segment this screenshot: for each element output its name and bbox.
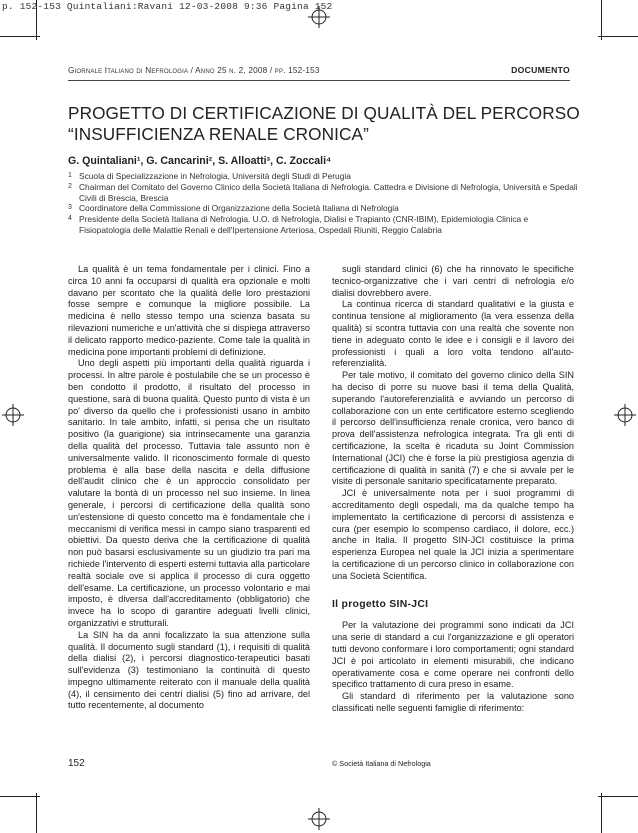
paragraph: La continua ricerca di standard qualitativi e la giusta e continua tensione al miglioramento (la vera essenza della qualità) si scontra tuttavia con una realtà che sovente non tiene in adeguato conto le idee e i consigli e il lavoro dei professionisti i quali a loro volta tendono all'auto-referenzialità.	[332, 299, 574, 369]
paragraph: sugli standard clinici (6) che ha rinnovato le specifiche tecnico-organizzative che i vari centri di nefrologia e/o dialisi dovrebbero avere.	[332, 264, 574, 298]
title-line: PROGETTO DI CERTIFICAZIONE DI QUALITÀ DEL PERCORSO	[68, 103, 580, 123]
copyright-notice: © Società Italiana di Nefrologia	[332, 759, 431, 768]
affiliation-item: 4 Presidente della Società Italiana di Nefrologia. U.O. di Nefrologia, Dialisi e Trapianto (CNR-IBIM), Epidemiologia Clinica e Fisiopatologia delle Malattie Renali e dell'Ipertensione Arteriosa, Ospedali Riuniti, Reggio Calabria	[68, 214, 529, 235]
paragraph: Uno degli aspetti più importanti della qualità riguarda i processi. In altre parole è postulabile che se un processo è ben condotto il prodotto, il risultato del processo in questione, sarà di buona qualità. Questo punto di vista è un po' diverso da quello che i professionisti usano in ambito sanitario. In tale ambito, infatti, si pensa che un risultato positivo (la guarigione) sia intrinsecamente una garanzia della qualità del processo. Tuttavia tale assunto non è universalmente valido. Il riconoscimento formale di questo problema è alla base della nascita e della diffusione dell'audit clinico che è un approccio consolidato per valutare la bontà di un processo nel suo insieme. In linea generale, i percorsi di certificazione della qualità sono un'estensione di questo concetto ma è fondamentale che i meccanismi di verifica messi in campo siano trasparenti ed obiettivi. Da questo deriva che la certificazione di qualità non può basarsi esclusivamente su un giudizio tra pari ma richiede l'intervento di esperti esterni tuttavia alla particolare realtà sociale ove si applica il processo di cura oggetto dell'esame. La certificazione, un processo volontario e mai imposto, è diversa dall'accreditamento (obbligatorio) che invece ha lo scopo di garantire adeguati livelli clinici, organizzativi e strutturali.	[68, 358, 310, 628]
journal-citation: Giornale Italiano di Nefrologia / Anno 25 n. 2, 2008 / pp. 152-153	[68, 66, 320, 75]
paragraph: Per tale motivo, il comitato del governo clinico della SIN ha deciso di porre su nuove basi il tema della Qualità, superando l'autoreferenzialità e avviando un percorso di collaborazione con un ente certificatore esterno scegliendo il percorso dell'insufficienza renale cronica, vero banco di prova dell'assistenza nefrologica integrata. Tra gli enti di certificazione, la scelta è ricaduta su Joint Commission International (JCI) che è forse la più prestigiosa agenzia di certificazione di qualità in sanità (7) e che si avvale per le visite di personale sanitario specificatamente preparato.	[332, 370, 574, 487]
paragraph: Per la valutazione dei programmi sono indicati da JCI una serie di standard a cui l'organizzazione e gli operatori tutti devono conformare i loro comportamenti; ogni standard JCI è poi articolato in elementi misurabili, che indicano operativamente cosa e come operare nei confronti dello specifico trattamento di cura preso in esame.	[332, 620, 574, 690]
title-line: “INSUFFICIENZA RENALE CRONICA”	[68, 124, 369, 144]
author-list: G. Quintaliani¹, G. Cancarini², S. Alloatti³, C. Zoccali⁴	[68, 155, 332, 167]
paragraph: JCI è universalmente nota per i suoi programmi di accreditamento degli ospedali, ma da qualche tempo ha implementato la certificazione di percorsi di assistenza e cura (per esempio lo scompenso cardiaco, il dolore, ecc.) anche in Italia. Il progetto SIN-JCI costituisce la prima esperienza Europea nel quale la JCI inizia a sperimentare la certificazione di un percorso clinico in collaborazione con una Società Scientifica.	[332, 488, 574, 581]
registration-mark-left	[2, 404, 24, 426]
right-column	[332, 264, 574, 715]
paragraph: La qualità è un tema fondamentale per i clinici. Fino a circa 10 anni fa occuparsi di qualità era opzionale e molti davano per scontato che la qualità delle loro prestazioni fosse sempre e comunque la migliore possibile. La medicina è nello stesso tempo una scienza basata su rilevazioni numeriche e un'attività che si dispiega attraverso il delicato rapporto medico-paziente. Come tale la qualità in medicina pone importanti problemi di definizione.	[68, 264, 310, 357]
affiliations	[68, 171, 578, 236]
section-label: DOCUMENTO	[511, 65, 570, 75]
paragraph: Gli standard di riferimento per la valutazione sono classificati nelle seguenti famiglie di riferimento:	[332, 691, 574, 713]
paragraph: La SIN ha da anni focalizzato la sua attenzione sulla qualità. Il documento sugli standard (1), i requisiti di qualità della dialisi (2), i percorsi diagnostico-terapeutici basati sull'evidenza (3) testimoniano la continuità di questo impegno ultimamente reiterato con il manuale della qualità (4), il censimento dei centri dialisi (5) fino ad arrivare, del tutto recentemente, al documento	[68, 629, 310, 711]
registration-mark-bottom	[308, 808, 330, 830]
section-heading: Il progetto SIN-JCI	[332, 598, 429, 610]
affiliation-item: 1 Scuola di Specializzazione in Nefrologia, Università degli Studi di Perugia	[68, 171, 351, 181]
running-header	[68, 64, 570, 81]
left-column	[68, 264, 310, 712]
affiliation-item: 2 Chairman del Comitato del Governo Clinico della Società Italiana di Nefrologia. Cattedra e Divisione di Nefrologia, Università e Spedali Civili di Brescia, Brescia	[68, 181, 578, 203]
registration-mark-right	[614, 404, 636, 426]
print-slug: p. 152-153 Quintaliani:Ravani 12-03-2008 9:36 Pagina 152	[2, 1, 333, 12]
affiliation-item: 3 Coordinatore della Commissione di Organizzazione della Società Italiana di Nefrologia	[68, 203, 399, 214]
article-title	[68, 103, 580, 145]
page-number: 152	[68, 758, 85, 769]
